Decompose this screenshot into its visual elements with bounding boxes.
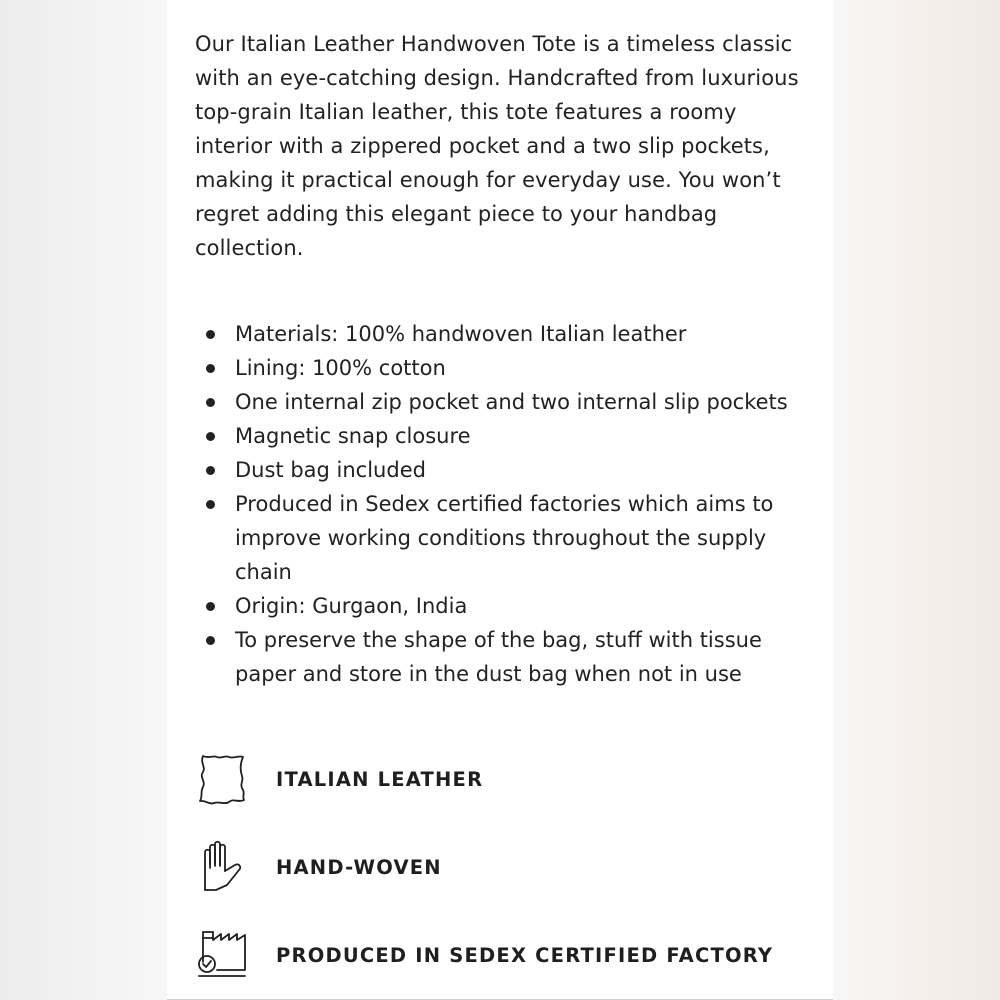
feature-label: PRODUCED IN SEDEX CERTIFIED FACTORY — [276, 944, 774, 967]
feature-sedex-factory — [195, 926, 815, 986]
list-item — [195, 385, 795, 419]
bullet-icon — [206, 364, 215, 373]
bullet-icon — [206, 500, 215, 509]
product-details-panel — [167, 0, 833, 1000]
list-item — [195, 351, 795, 385]
bullet-icon — [206, 636, 215, 645]
product-description: Our Italian Leather Handwoven Tote is a timeless classic with an eye-catching design. Handcrafted from luxurious top-grain Italian leather, this tote features a roomy interior with a zippered pocket and a two slip pockets, making it practical enough for everyday use. You won’t regret adding this elegant piece to your handbag collection. — [195, 32, 799, 260]
bullet-icon — [206, 398, 215, 407]
leather-hide-icon — [195, 750, 251, 806]
detail-text: Produced in Sedex certified factories which aims to improve working conditions throughout the supply chain — [235, 492, 774, 584]
list-item — [195, 487, 795, 589]
detail-text: Magnetic snap closure — [235, 424, 471, 448]
detail-text: Dust bag included — [235, 458, 426, 482]
detail-text: To preserve the shape of the bag, stuff with tissue paper and store in the dust bag when not in use — [235, 628, 762, 686]
hand-icon — [195, 838, 251, 894]
bullet-icon — [206, 432, 215, 441]
detail-text: Lining: 100% cotton — [235, 356, 446, 380]
feature-italian-leather — [195, 750, 815, 810]
product-details-list — [195, 317, 795, 691]
detail-text: One internal zip pocket and two internal slip pockets — [235, 390, 788, 414]
detail-text: Origin: Gurgaon, India — [235, 594, 468, 618]
bullet-icon — [206, 602, 215, 611]
list-item — [195, 317, 795, 351]
list-item — [195, 623, 795, 691]
list-item — [195, 453, 795, 487]
bullet-icon — [206, 330, 215, 339]
feature-label: ITALIAN LEATHER — [276, 768, 484, 791]
feature-hand-woven — [195, 838, 815, 898]
factory-check-icon — [195, 926, 251, 982]
list-item — [195, 419, 795, 453]
bullet-icon — [206, 466, 215, 475]
list-item — [195, 589, 795, 623]
feature-label: HAND-WOVEN — [276, 856, 442, 879]
detail-text: Materials: 100% handwoven Italian leather — [235, 322, 687, 346]
